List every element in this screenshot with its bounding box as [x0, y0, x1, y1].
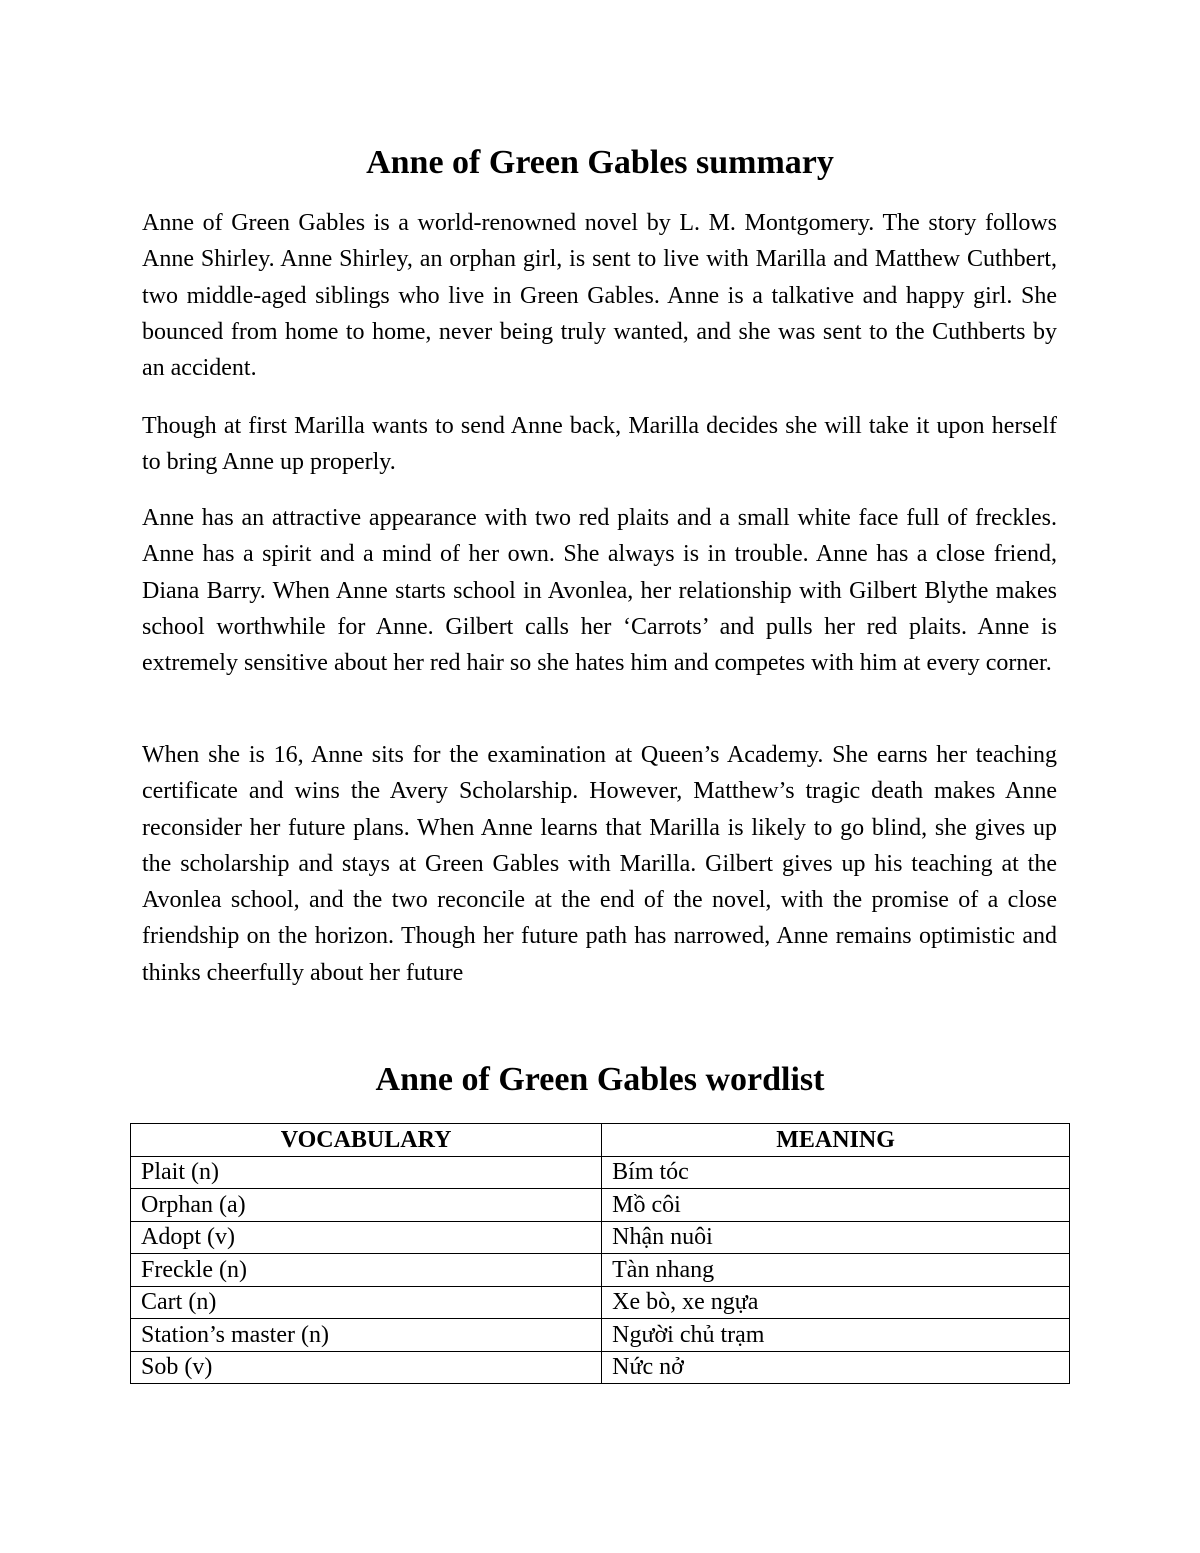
header-vocabulary: VOCABULARY — [131, 1124, 602, 1157]
vocabulary-cell: Station’s master (n) — [131, 1319, 602, 1352]
meaning-cell: Người chủ trạm — [602, 1319, 1070, 1352]
vocabulary-cell: Sob (v) — [131, 1351, 602, 1384]
table-row — [131, 1286, 1070, 1319]
table-row — [131, 1156, 1070, 1189]
table-row — [131, 1221, 1070, 1254]
vocabulary-cell: Orphan (a) — [131, 1189, 602, 1222]
header-meaning: MEANING — [602, 1124, 1070, 1157]
table-row — [131, 1189, 1070, 1222]
summary-paragraph: When she is 16, Anne sits for the examination at Queen’s Academy. She earns her teaching certificate and wins the Avery Scholarship. However, Matthew’s tragic death makes Anne reconsider her future plans. When Anne learns that Marilla is likely to go blind, she gives up the scholarship and stays at Green Gables with Marilla. Gilbert gives up his teaching at the Avonlea school, and the two reconcile at the end of the novel, with the promise of a close friendship on the horizon. Though her future path has narrowed, Anne remains optimistic and thinks cheerfully about her future — [142, 742, 1057, 986]
meaning-cell: Nhận nuôi — [602, 1221, 1070, 1254]
table-row — [131, 1254, 1070, 1287]
summary-paragraph: Though at first Marilla wants to send Anne back, Marilla decides she will take it upon herself to bring Anne up properly. — [142, 413, 1057, 476]
meaning-cell: Mồ côi — [602, 1189, 1070, 1222]
vocabulary-cell: Freckle (n) — [131, 1254, 602, 1287]
summary-paragraph: Anne has an attractive appearance with two red plaits and a small white face full of freckles. Anne has a spirit and a mind of her own. She always is in trouble. Anne has a close friend, Diana Barry. When Anne starts school in Avonlea, her relationship with Gilbert Blythe makes school worthwhile for Anne. Gilbert calls her ‘Carrots’ and pulls her red plaits. Anne is extremely sensitive about her red hair so she hates him and competes with him at every corner. — [142, 505, 1057, 677]
table-header-row — [131, 1124, 1070, 1157]
vocabulary-cell: Cart (n) — [131, 1286, 602, 1319]
summary-title: Anne of Green Gables summary — [366, 144, 834, 181]
meaning-cell: Nức nở — [602, 1351, 1070, 1384]
wordlist-title: Anne of Green Gables wordlist — [375, 1061, 825, 1098]
vocabulary-table — [130, 1123, 1070, 1384]
table-row — [131, 1351, 1070, 1384]
meaning-cell: Xe bò, xe ngựa — [602, 1286, 1070, 1319]
meaning-cell: Bím tóc — [602, 1156, 1070, 1189]
vocabulary-cell: Adopt (v) — [131, 1221, 602, 1254]
table-row — [131, 1319, 1070, 1352]
vocabulary-cell: Plait (n) — [131, 1156, 602, 1189]
summary-paragraph: Anne of Green Gables is a world-renowned novel by L. M. Montgomery. The story follows Anne Shirley. Anne Shirley, an orphan girl, is sent to live with Marilla and Matthew Cuthbert, two middle-aged siblings who live in Green Gables. Anne is a talkative and happy girl. She bounced from home to home, never being truly wanted, and she was sent to the Cuthberts by an accident. — [142, 210, 1057, 382]
meaning-cell: Tàn nhang — [602, 1254, 1070, 1287]
